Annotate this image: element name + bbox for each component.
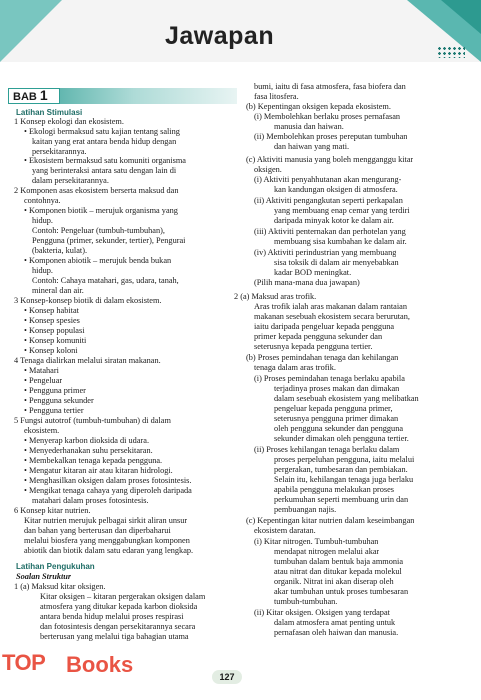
text-line: • Menyederhanakan suhu persekitaran. — [24, 446, 153, 455]
text-line: kan kandungan oksigen di atmosfera. — [274, 185, 398, 194]
text-line: tumbuhan dalam bentuk baja ammonia — [274, 557, 404, 566]
text-line: ekosistem daratan. — [254, 526, 316, 535]
text-line: • Konsep komuniti — [24, 336, 87, 345]
text-line: • Membekalkan tenaga kepada pengguna. — [24, 456, 163, 465]
text-line: apabila pengguna melakukan proses — [274, 485, 395, 494]
text-line: Soalan Struktur — [16, 572, 72, 581]
text-line: matahari dalam proses fotosintesis. — [32, 496, 149, 505]
topbooks-logo — [2, 646, 152, 688]
text-line: atmosfera yang ditukar kepada karbon dioksida — [40, 602, 198, 611]
text-line: 1 Konsep ekologi dan ekosistem. — [14, 117, 124, 126]
text-line: contohnya. — [24, 196, 61, 205]
text-line: Kitar nutrien merujuk pelbagai sirkit aliran unsur — [24, 516, 188, 525]
text-line: (bakteria, kulat). — [32, 246, 88, 255]
text-line: pergerakan, tumbesaran dan pembiakan. — [274, 465, 408, 474]
text-line: • Matahari — [24, 366, 59, 375]
text-line: pernafasan oleh haiwan dan manusia. — [274, 628, 399, 637]
text-line: • Pengeluar — [24, 376, 63, 385]
text-line: (iv) Aktiviti perindustrian yang membuang — [254, 248, 397, 257]
text-line: • Komponen abiotik – merujuk benda bukan — [24, 256, 172, 265]
text-line: dalam sesebuah ekosistem yang melibatkan — [274, 394, 419, 403]
text-line: dan haiwan yang mati. — [274, 142, 350, 151]
text-line: • Pengguna sekunder — [24, 396, 94, 405]
text-line: proses perpeluhan pengguna, iaitu melalui — [274, 455, 415, 464]
text-line: • Konsep habitat — [24, 306, 79, 315]
header-decoration-right-dark — [441, 0, 481, 34]
text-line: 4 Tenaga dialirkan melalui siratan makanan. — [14, 356, 161, 365]
text-line: atau nitrat dan ditukar kepada molekul — [274, 567, 402, 576]
text-line: Kitar oksigen – kitaran pergerakan oksigen dalam — [40, 592, 206, 601]
text-line: • Mengatur kitaran air atau kitaran hidrologi. — [24, 466, 173, 475]
text-line: (ii) Membolehkan proses pereputan tumbuhan — [254, 132, 408, 141]
chapter-banner — [8, 88, 237, 104]
section-heading: Latihan Pengukuhan — [16, 562, 95, 571]
text-line: sekunder dimakan oleh pengguna tertier. — [274, 434, 409, 443]
text-line: kaitan yang erat antara benda hidup dengan — [32, 137, 177, 146]
text-line: hidup. — [32, 216, 53, 225]
text-line: organik. Nitrat ini akan diserap oleh — [274, 577, 394, 586]
page-header — [0, 0, 481, 62]
logo-text-books: Books — [66, 652, 134, 677]
text-line: (c) Aktiviti manusia yang boleh mengganggu kitar — [246, 155, 414, 164]
logo-text-top: TOP — [2, 650, 46, 675]
text-line: pengeluar kepada pengguna primer, — [274, 404, 393, 413]
text-line: perkumuhan seperti membuang urin dan — [274, 495, 409, 504]
page-number: 127 — [212, 670, 242, 684]
text-line: antara benda hidup melalui proses respirasi — [40, 612, 184, 621]
text-line: yang membuang enap cemar yang terdiri — [274, 206, 410, 215]
text-line: seterusnya pengguna primer dimakan — [274, 414, 399, 423]
text-line: 1 (a) Maksud kitar oksigen. — [14, 582, 106, 591]
text-line: pembuangan najis. — [274, 505, 337, 514]
text-line: 5 Fungsi autotrof (tumbuh-tumbuhan) di dalam — [14, 416, 171, 425]
text-line: (iii) Aktiviti penternakan dan perhotelan yang — [254, 227, 406, 236]
text-line: (ii) Kitar oksigen. Oksigen yang terdapat — [254, 608, 390, 617]
text-line: sisa toksik di dalam air menyebabkan — [274, 258, 399, 267]
text-line: 2 Komponen asas ekosistem berserta maksud dan — [14, 186, 179, 195]
text-line: abiotik dan biotik dalam satu edaran yang lengkap. — [24, 546, 194, 555]
text-line: dalam atmosfera amat penting untuk — [274, 618, 396, 627]
text-line: 2 (a) Maksud aras trofik. — [234, 292, 317, 301]
text-line: oksigen. — [254, 165, 282, 174]
text-line: terjadinya proses makan dan dimakan — [274, 384, 400, 393]
text-line: makanan sesebuah ekosistem secara berurutan, — [254, 312, 410, 321]
text-line: 6 Konsep kitar nutrien. — [14, 506, 91, 515]
page-footer — [0, 650, 481, 700]
text-line: tenaga dalam aras trofik. — [254, 363, 337, 372]
text-line: mendapat nitrogen melalui akar — [274, 547, 380, 556]
text-line: 3 Konsep-konsep biotik di dalam ekosistem. — [14, 296, 162, 305]
text-line: Contoh: Cahaya matahari, gas, udara, tanah, — [32, 276, 179, 285]
text-line: hidup. — [32, 266, 53, 275]
text-line: • Menghasilkan oksigen dalam proses fotosintesis. — [24, 476, 192, 485]
text-line: • Konsep koloni — [24, 346, 78, 355]
text-line: (i) Membolehkan berlaku proses pernafasan — [254, 112, 401, 121]
text-line: Contoh: Pengeluar (tumbuh-tumbuhan), — [32, 226, 165, 235]
text-line: • Pengguna tertier — [24, 406, 84, 415]
text-line: fasa litosfera. — [254, 92, 299, 101]
text-line: seterusnya kepada pengguna tertier. — [254, 342, 373, 351]
page-title: Jawapan — [165, 22, 275, 50]
text-line: yang berinteraksi antara satu dengan lain di — [32, 166, 177, 175]
text-line: persekitarannya. — [32, 147, 87, 156]
chapter-label: BAB — [13, 91, 37, 103]
text-line: (i) Aktiviti penyahhutanan akan mengurang- — [254, 175, 402, 184]
text-line: (Pilih mana-mana dua jawapan) — [254, 278, 360, 287]
text-line: (i) Kitar nitrogen. Tumbuh-tumbuhan — [254, 537, 379, 546]
text-line: (b) Proses pemindahan tenaga dan kehilangan — [246, 353, 399, 362]
chapter-label-box — [8, 88, 60, 104]
text-line: dalam persekitarannya. — [32, 176, 109, 185]
text-line: (ii) Proses kehilangan tenaga berlaku dalam — [254, 445, 400, 454]
text-line: kadar BOD meningkat. — [274, 268, 352, 277]
text-line: • Pengguna primer — [24, 386, 86, 395]
text-line: membuang sisa kumbahan ke dalam air. — [274, 237, 407, 246]
text-line: dan fotosintesis dengan persekitarannya secara — [40, 622, 196, 631]
text-line: iaitu daripada pengeluar kepada pengguna — [254, 322, 395, 331]
chapter-number: 1 — [39, 87, 48, 103]
text-line: • Konsep populasi — [24, 326, 85, 335]
text-line: Selain itu, kehilangan tenaga juga berlaku — [274, 475, 414, 484]
text-line: (c) Kepentingan kitar nutrien dalam keseimbangan — [246, 516, 415, 525]
header-dot-pattern — [437, 46, 465, 58]
text-line: tumbuh-tumbuhan. — [274, 597, 338, 606]
text-line: akar tumbuhan untuk proses tumbesaran — [274, 587, 409, 596]
text-line: (i) Proses pemindahan tenaga berlaku apabila — [254, 374, 405, 383]
text-line: dan bahan yang berterusan dan diperbaharui — [24, 526, 171, 535]
text-line: manusia dan haiwan. — [274, 122, 344, 131]
text-line: mineral dan air. — [32, 286, 84, 295]
text-line: (ii) Aktiviti pengangkutan seperti perkapalan — [254, 196, 403, 205]
text-line: • Ekosistem bermaksud satu komuniti organisma — [24, 156, 186, 165]
text-line: ekosistem. — [24, 426, 60, 435]
text-line: (b) Kepentingan oksigen kepada ekosistem. — [246, 102, 391, 111]
text-line: berterusan yang melalui tiga bahagian utama — [40, 632, 189, 641]
text-line: primer kepada pengguna sekunder dan — [254, 332, 383, 341]
text-line: oleh pengguna sekunder dan pengguna — [274, 424, 404, 433]
text-line: Pengguna (primer, sekunder, tertier), Pengurai — [32, 236, 186, 245]
text-line: • Ekologi bermaksud satu kajian tentang saling — [24, 127, 180, 136]
text-line: melalui biosfera yang menggabungkan komponen — [24, 536, 190, 545]
text-line: Aras trofik ialah aras makanan dalam rantaian — [254, 302, 407, 311]
section-heading: Latihan Stimulasi — [16, 108, 83, 117]
text-line: daripada minyak kotor ke dalam air. — [274, 216, 394, 225]
header-decoration-left — [0, 0, 62, 62]
text-line: bumi, iaitu di fasa atmosfera, fasa biofera dan — [254, 82, 406, 91]
text-line: • Komponen biotik – merujuk organisma yang — [24, 206, 178, 215]
text-line: • Menyerap karbon dioksida di udara. — [24, 436, 150, 445]
text-line: • Konsep spesies — [24, 316, 80, 325]
text-line: • Mengikat tenaga cahaya yang diperoleh daripada — [24, 486, 192, 495]
